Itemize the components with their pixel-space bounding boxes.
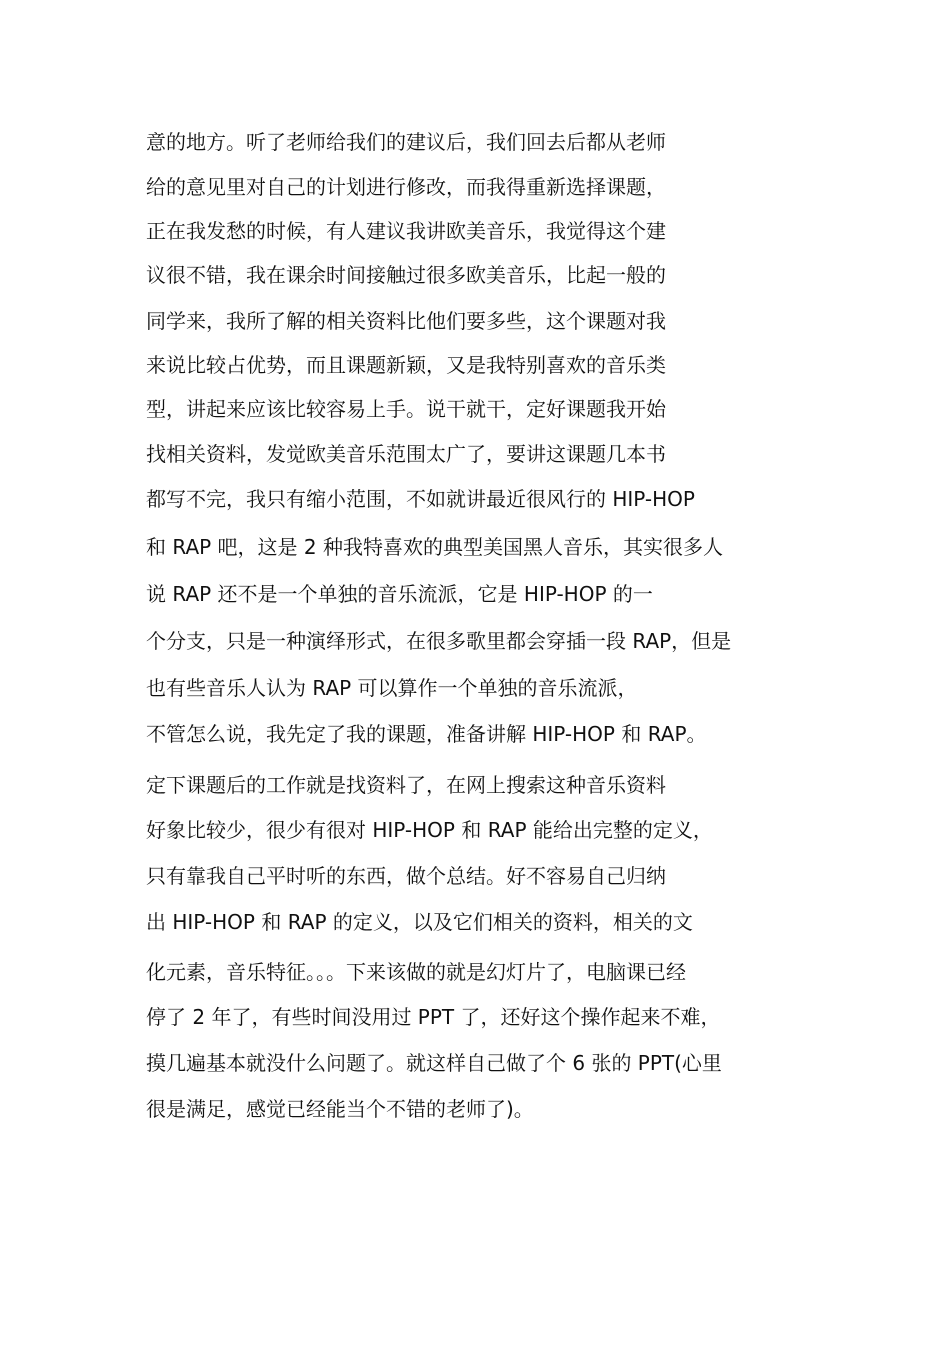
text-line: 和 RAP 吧，这是 2 种我特喜欢的典型美国黑人音乐，其实很多人: [146, 535, 723, 559]
text-line: 找相关资料，发觉欧美音乐范围太广了，要讲这课题几本书: [146, 442, 666, 466]
text-line: 给的意见里对自己的计划进行修改，而我得重新选择课题，: [146, 175, 666, 199]
text-line: 也有些音乐人认为 RAP 可以算作一个单独的音乐流派，: [146, 676, 638, 700]
text-line: 议很不错，我在课余时间接触过很多欧美音乐，比起一般的: [146, 263, 666, 287]
text-line: 摸几遍基本就没什么问题了。就这样自己做了个 6 张的 PPT(心里: [146, 1051, 722, 1075]
text-line: 都写不完，我只有缩小范围，不如就讲最近很风行的 HIP-HOP: [146, 487, 695, 511]
text-line: 停了 2 年了，有些时间没用过 PPT 了，还好这个操作起来不难，: [146, 1005, 721, 1029]
text-line: 不管怎么说，我先定了我的课题，准备讲解 HIP-HOP 和 RAP。: [146, 722, 707, 746]
text-line: 说 RAP 还不是一个单独的音乐流派，它是 HIP-HOP 的一: [146, 582, 653, 606]
text-line: 很是满足，感觉已经能当个不错的老师了)。: [146, 1097, 534, 1121]
text-line: 正在我发愁的时候，有人建议我讲欧美音乐，我觉得这个建: [146, 219, 666, 243]
text-line: 出 HIP-HOP 和 RAP 的定义，以及它们相关的资料，相关的文: [146, 910, 693, 934]
text-line: 个分支，只是一种演绎形式，在很多歌里都会穿插一段 RAP，但是: [146, 629, 732, 653]
text-line: 定下课题后的工作就是找资料了，在网上搜索这种音乐资料: [146, 773, 666, 797]
text-line: 型，讲起来应该比较容易上手。说干就干，定好课题我开始: [146, 397, 666, 421]
text-line: 意的地方。听了老师给我们的建议后，我们回去后都从老师: [146, 130, 666, 154]
text-line: 同学来，我所了解的相关资料比他们要多些，这个课题对我: [146, 309, 666, 333]
text-line: 化元素，音乐特征。。。下来该做的就是幻灯片了，电脑课已经: [146, 960, 686, 984]
text-line: 来说比较占优势，而且课题新颖，又是我特别喜欢的音乐类: [146, 353, 666, 377]
text-line: 好象比较少，很少有很对 HIP-HOP 和 RAP 能给出完整的定义，: [146, 818, 713, 842]
text-line: 只有靠我自己平时听的东西，做个总结。好不容易自己归纳: [146, 864, 666, 888]
